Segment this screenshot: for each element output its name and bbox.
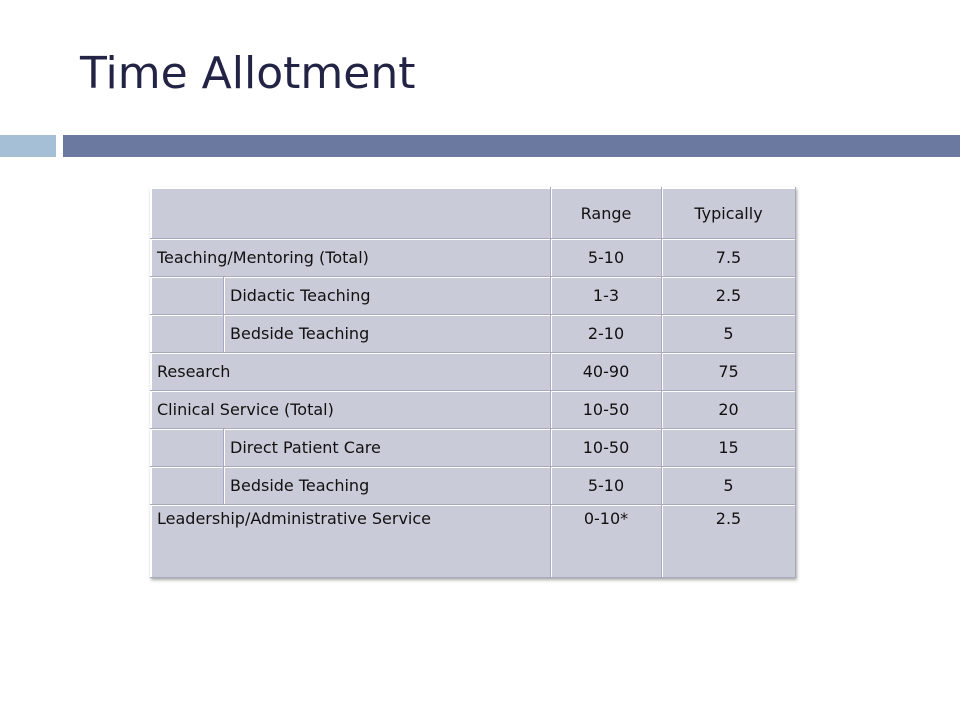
- row-range: 1-3: [551, 277, 662, 315]
- row-typical: 7.5: [662, 239, 796, 277]
- indent-cell: [151, 315, 224, 353]
- row-range: 40-90: [551, 353, 662, 391]
- table-row: [151, 391, 796, 429]
- row-typical: 5: [662, 315, 796, 353]
- row-range: 2-10: [551, 315, 662, 353]
- row-label: Research: [151, 353, 551, 391]
- row-label: Bedside Teaching: [224, 315, 551, 353]
- indent-cell: [151, 429, 224, 467]
- header-cell-blank: [151, 188, 551, 239]
- time-allotment-table-frame: [150, 187, 795, 577]
- table-header-row: [151, 188, 796, 239]
- row-label: Leadership/Administrative Service: [151, 505, 551, 578]
- row-label: Clinical Service (Total): [151, 391, 551, 429]
- row-typical: 5: [662, 467, 796, 505]
- table-row: [151, 429, 796, 467]
- row-typical: 20: [662, 391, 796, 429]
- row-typical: 2.5: [662, 277, 796, 315]
- row-label: Didactic Teaching: [224, 277, 551, 315]
- row-range: 0-10*: [551, 505, 662, 578]
- accent-bar-right: [63, 135, 960, 157]
- table-row: [151, 505, 796, 578]
- row-range: 10-50: [551, 391, 662, 429]
- row-label: Teaching/Mentoring (Total): [151, 239, 551, 277]
- row-typical: 15: [662, 429, 796, 467]
- row-label: Direct Patient Care: [224, 429, 551, 467]
- header-cell-typically: Typically: [662, 188, 796, 239]
- table-row: [151, 239, 796, 277]
- slide-title: Time Allotment: [80, 48, 416, 99]
- row-typical: 75: [662, 353, 796, 391]
- row-label: Bedside Teaching: [224, 467, 551, 505]
- indent-cell: [151, 277, 224, 315]
- time-allotment-table: [150, 187, 796, 578]
- table-row: [151, 353, 796, 391]
- row-range: 5-10: [551, 467, 662, 505]
- table-row: [151, 467, 796, 505]
- table-row: [151, 277, 796, 315]
- row-range: 10-50: [551, 429, 662, 467]
- row-range: 5-10: [551, 239, 662, 277]
- indent-cell: [151, 467, 224, 505]
- accent-bar-left: [0, 135, 56, 157]
- table-row: [151, 315, 796, 353]
- row-typical: 2.5: [662, 505, 796, 578]
- header-cell-range: Range: [551, 188, 662, 239]
